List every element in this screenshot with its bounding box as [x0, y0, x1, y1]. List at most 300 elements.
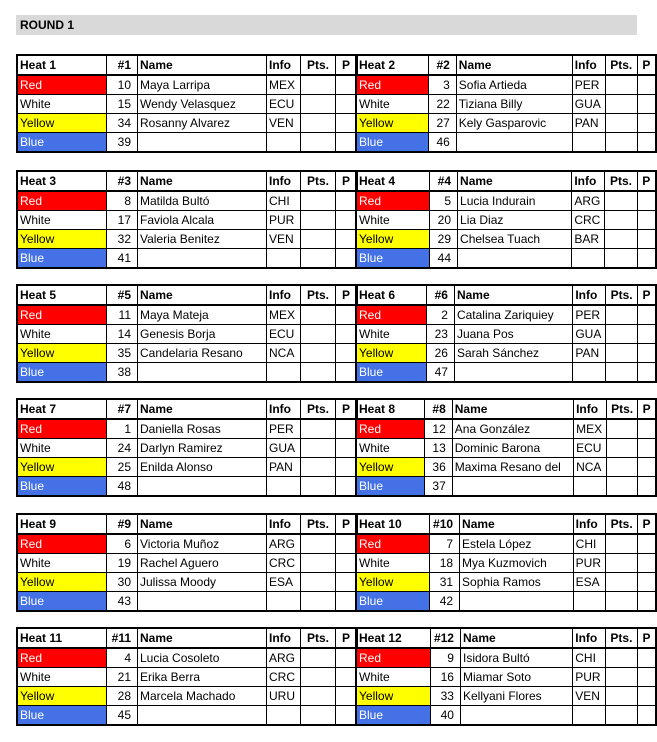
place-cell — [638, 363, 656, 383]
country-code: GUA — [572, 95, 605, 114]
place-cell — [336, 133, 358, 153]
competitor-number: 18 — [429, 554, 459, 573]
competitor-name: Victoria Muñoz — [138, 534, 267, 554]
points-cell — [301, 305, 336, 325]
competitor-number: 23 — [427, 325, 455, 344]
jersey-color: Blue — [356, 363, 427, 383]
jersey-color: Blue — [356, 592, 429, 612]
place-cell — [638, 477, 656, 497]
place-cell — [638, 458, 656, 477]
country-code: ECU — [267, 95, 301, 114]
country-code — [267, 592, 301, 612]
place-header: P — [336, 399, 358, 419]
points-cell — [301, 648, 336, 668]
points-cell — [301, 706, 336, 726]
competitor-name: Tiziana Billy — [456, 95, 572, 114]
points-cell — [605, 191, 637, 211]
place-cell — [638, 325, 656, 344]
heat-code: #4 — [429, 171, 457, 191]
jersey-color: Red — [356, 648, 430, 668]
competitor-number: 37 — [425, 477, 452, 497]
competitor-name — [138, 249, 267, 269]
heat-header-row — [17, 399, 357, 419]
place-cell — [637, 95, 656, 114]
competitor-number: 12 — [425, 419, 452, 439]
heat-code: #7 — [107, 399, 138, 419]
competitor-row — [17, 477, 357, 497]
place-cell — [638, 344, 656, 363]
competitor-number: 44 — [429, 249, 457, 269]
jersey-color: Yellow — [17, 458, 107, 477]
competitor-name — [460, 592, 574, 612]
place-header: P — [336, 285, 358, 305]
competitor-name: Valeria Benitez — [138, 230, 267, 249]
place-cell — [637, 114, 656, 133]
competitor-number: 39 — [107, 133, 138, 153]
country-code — [573, 363, 606, 383]
heat-table — [16, 627, 358, 726]
competitor-name: Maya Larripa — [138, 75, 267, 95]
place-cell — [637, 249, 656, 269]
points-header: Pts. — [301, 285, 336, 305]
place-cell — [336, 592, 358, 612]
competitor-number: 30 — [107, 573, 138, 592]
jersey-color: Yellow — [17, 114, 107, 133]
points-cell — [605, 230, 637, 249]
competitor-name — [138, 363, 267, 383]
country-code: GUA — [267, 439, 301, 458]
competitor-number: 17 — [107, 211, 138, 230]
competitor-name: Miamar Soto — [460, 668, 572, 687]
jersey-color: White — [356, 325, 427, 344]
heat-code: #3 — [107, 171, 138, 191]
country-code: GUA — [573, 325, 606, 344]
place-cell — [336, 419, 358, 439]
competitor-number: 16 — [430, 668, 460, 687]
heat-label: Heat 2 — [356, 55, 428, 75]
jersey-color: Blue — [17, 249, 107, 269]
country-code: MEX — [267, 305, 301, 325]
place-cell — [637, 648, 656, 668]
competitor-row — [17, 211, 357, 230]
place-header: P — [336, 628, 358, 648]
place-cell — [336, 95, 358, 114]
competitor-number: 11 — [107, 305, 138, 325]
heat-code: #9 — [107, 514, 138, 534]
competitor-name: Rachel Aguero — [138, 554, 267, 573]
competitor-row — [17, 75, 357, 95]
place-cell — [336, 211, 358, 230]
competitor-number: 42 — [429, 592, 459, 612]
heat-table — [355, 284, 657, 383]
place-header: P — [637, 171, 656, 191]
jersey-color: Red — [356, 534, 429, 554]
competitor-number: 1 — [107, 419, 138, 439]
competitor-row — [17, 458, 357, 477]
country-code — [573, 592, 606, 612]
points-cell — [605, 211, 637, 230]
jersey-color: Blue — [356, 249, 429, 269]
place-cell — [336, 477, 358, 497]
info-header: Info — [267, 171, 301, 191]
jersey-color: Yellow — [17, 230, 107, 249]
info-header: Info — [574, 399, 607, 419]
heat-table — [355, 627, 657, 726]
jersey-color: White — [17, 95, 107, 114]
competitor-number: 2 — [427, 305, 455, 325]
country-code: NCA — [267, 344, 301, 363]
place-cell — [336, 648, 358, 668]
points-cell — [606, 419, 638, 439]
name-header: Name — [138, 55, 267, 75]
competitor-name: Ana González — [452, 419, 573, 439]
competitor-number: 13 — [425, 439, 452, 458]
competitor-row — [356, 305, 656, 325]
country-code — [572, 249, 605, 269]
name-header: Name — [138, 399, 267, 419]
jersey-color: Yellow — [356, 230, 429, 249]
heat-code: #5 — [107, 285, 138, 305]
place-cell — [336, 439, 358, 458]
points-cell — [606, 439, 638, 458]
jersey-color: White — [17, 439, 107, 458]
competitor-name — [138, 592, 267, 612]
competitor-number: 24 — [107, 439, 138, 458]
jersey-color: Yellow — [356, 458, 425, 477]
points-cell — [605, 75, 637, 95]
competitor-number: 27 — [428, 114, 456, 133]
country-code: ESA — [267, 573, 301, 592]
competitor-number: 19 — [107, 554, 138, 573]
points-cell — [605, 668, 637, 687]
competitor-row — [356, 668, 656, 687]
heat-header-row — [17, 514, 357, 534]
competitor-number: 7 — [429, 534, 459, 554]
place-header: P — [638, 514, 656, 534]
competitor-name: Genesis Borja — [138, 325, 267, 344]
competitor-number: 46 — [428, 133, 456, 153]
competitor-name: Sofia Artieda — [456, 75, 572, 95]
competitor-row — [356, 363, 656, 383]
name-header: Name — [138, 285, 267, 305]
competitor-row — [356, 439, 656, 458]
jersey-color: Blue — [17, 363, 107, 383]
place-cell — [638, 439, 656, 458]
name-header: Name — [460, 514, 574, 534]
competitor-row — [17, 687, 357, 706]
competitor-number: 25 — [107, 458, 138, 477]
jersey-color: White — [356, 95, 428, 114]
points-cell — [301, 439, 336, 458]
place-header: P — [336, 55, 358, 75]
competitor-name — [138, 706, 267, 726]
jersey-color: Blue — [17, 592, 107, 612]
points-cell — [606, 305, 638, 325]
competitor-number: 43 — [107, 592, 138, 612]
heat-code: #12 — [430, 628, 460, 648]
info-header: Info — [267, 628, 301, 648]
points-cell — [301, 592, 336, 612]
place-header: P — [336, 514, 358, 534]
info-header: Info — [573, 285, 606, 305]
competitor-row — [356, 534, 656, 554]
place-header: P — [638, 285, 656, 305]
jersey-color: Blue — [17, 706, 107, 726]
country-code: NCA — [574, 458, 607, 477]
heat-table — [355, 513, 657, 612]
competitor-row — [17, 344, 357, 363]
competitor-row — [356, 592, 656, 612]
competitor-name: Kely Gasparovic — [456, 114, 572, 133]
info-header: Info — [572, 171, 605, 191]
name-header: Name — [138, 628, 267, 648]
place-cell — [336, 458, 358, 477]
place-header: P — [336, 171, 358, 191]
points-header: Pts. — [301, 399, 336, 419]
place-cell — [336, 249, 358, 269]
place-cell — [336, 230, 358, 249]
competitor-row — [356, 648, 656, 668]
country-code — [573, 706, 606, 726]
competitor-row — [356, 419, 656, 439]
competitor-row — [17, 439, 357, 458]
points-cell — [605, 648, 637, 668]
heat-code: #11 — [107, 628, 138, 648]
round-title: ROUND 1 — [20, 18, 75, 32]
points-cell — [301, 249, 336, 269]
competitor-number: 26 — [427, 344, 455, 363]
place-cell — [637, 706, 656, 726]
place-cell — [637, 230, 656, 249]
competitor-name: Sarah Sánchez — [454, 344, 572, 363]
competitor-row — [17, 133, 357, 153]
jersey-color: Red — [17, 305, 107, 325]
place-cell — [336, 687, 358, 706]
heat-code: #2 — [428, 55, 456, 75]
place-cell — [336, 75, 358, 95]
points-cell — [605, 687, 637, 706]
heat-header-row — [17, 171, 357, 191]
jersey-color: Red — [17, 648, 107, 668]
country-code: PUR — [267, 211, 301, 230]
points-header: Pts. — [301, 514, 336, 534]
points-cell — [301, 687, 336, 706]
points-header: Pts. — [605, 628, 637, 648]
competitor-name: Darlyn Ramirez — [138, 439, 267, 458]
competitor-name: Faviola Alcala — [138, 211, 267, 230]
country-code: BAR — [572, 230, 605, 249]
competitor-name: Julissa Moody — [138, 573, 267, 592]
country-code: PAN — [267, 458, 301, 477]
points-cell — [301, 554, 336, 573]
country-code — [267, 133, 301, 153]
country-code — [267, 477, 301, 497]
competitor-name: Chelsea Tuach — [458, 230, 572, 249]
competitor-number: 20 — [429, 211, 457, 230]
jersey-color: White — [17, 668, 107, 687]
points-cell — [605, 249, 637, 269]
heat-code: #10 — [429, 514, 459, 534]
country-code: ARG — [267, 534, 301, 554]
heat-header-row — [17, 285, 357, 305]
competitor-name: Maxima Resano del — [452, 458, 573, 477]
jersey-color: Blue — [17, 133, 107, 153]
points-cell — [301, 211, 336, 230]
jersey-color: White — [17, 554, 107, 573]
heat-header-row — [356, 285, 656, 305]
heat-table — [16, 170, 358, 269]
competitor-number: 5 — [429, 191, 457, 211]
heat-code: #6 — [427, 285, 455, 305]
competitor-row — [356, 706, 656, 726]
place-cell — [637, 668, 656, 687]
heat-table — [16, 54, 358, 153]
points-cell — [301, 344, 336, 363]
country-code: PER — [573, 305, 606, 325]
jersey-color: Blue — [356, 133, 428, 153]
country-code: ECU — [267, 325, 301, 344]
competitor-number: 21 — [107, 668, 138, 687]
competitor-name: Matilda Bultó — [138, 191, 267, 211]
place-cell — [637, 75, 656, 95]
competitor-row — [356, 344, 656, 363]
heat-code: #1 — [107, 55, 138, 75]
competitor-row — [17, 325, 357, 344]
heat-header-row — [356, 628, 656, 648]
heat-label: Heat 4 — [356, 171, 429, 191]
place-cell — [336, 363, 358, 383]
heat-header-row — [17, 628, 357, 648]
points-header: Pts. — [301, 628, 336, 648]
info-header: Info — [573, 514, 606, 534]
place-cell — [638, 534, 656, 554]
place-cell — [336, 573, 358, 592]
jersey-color: Yellow — [17, 573, 107, 592]
points-header: Pts. — [605, 171, 637, 191]
points-cell — [301, 114, 336, 133]
jersey-color: Red — [356, 191, 429, 211]
jersey-color: Yellow — [356, 344, 427, 363]
heat-label: Heat 11 — [17, 628, 107, 648]
competitor-row — [17, 668, 357, 687]
info-header: Info — [572, 55, 605, 75]
place-cell — [637, 687, 656, 706]
competitor-number: 41 — [107, 249, 138, 269]
heat-header-row — [356, 514, 656, 534]
competitor-name: Erika Berra — [138, 668, 267, 687]
competitor-row — [356, 133, 656, 153]
name-header: Name — [138, 514, 267, 534]
competitor-row — [17, 573, 357, 592]
competitor-row — [17, 95, 357, 114]
competitor-number: 28 — [107, 687, 138, 706]
competitor-name — [454, 363, 572, 383]
competitor-name: Marcela Machado — [138, 687, 267, 706]
country-code: VEN — [573, 687, 606, 706]
jersey-color: Red — [17, 191, 107, 211]
jersey-color: Blue — [356, 477, 425, 497]
competitor-row — [17, 363, 357, 383]
country-code — [267, 249, 301, 269]
place-cell — [336, 114, 358, 133]
competitor-row — [17, 230, 357, 249]
heat-table — [16, 398, 358, 497]
competitor-row — [356, 211, 656, 230]
points-cell — [301, 534, 336, 554]
jersey-color: White — [17, 325, 107, 344]
competitor-row — [17, 305, 357, 325]
competitor-row — [17, 592, 357, 612]
points-cell — [301, 95, 336, 114]
jersey-color: White — [356, 554, 429, 573]
country-code — [572, 133, 605, 153]
country-code: ECU — [574, 439, 607, 458]
country-code: URU — [267, 687, 301, 706]
points-cell — [605, 706, 637, 726]
heat-label: Heat 5 — [17, 285, 107, 305]
competitor-number: 36 — [425, 458, 452, 477]
info-header: Info — [267, 285, 301, 305]
points-cell — [301, 573, 336, 592]
competitor-name — [458, 249, 572, 269]
name-header: Name — [458, 171, 572, 191]
competitor-row — [356, 325, 656, 344]
heat-table — [16, 284, 358, 383]
competitor-name — [452, 477, 573, 497]
competitor-name: Candelaria Resano — [138, 344, 267, 363]
competitor-name: Kellyani Flores — [460, 687, 572, 706]
competitor-row — [356, 230, 656, 249]
competitor-name: Lucia Cosoleto — [138, 648, 267, 668]
competitor-name: Lia Diaz — [458, 211, 572, 230]
points-header: Pts. — [606, 285, 638, 305]
place-cell — [336, 325, 358, 344]
points-header: Pts. — [606, 514, 638, 534]
points-cell — [301, 133, 336, 153]
country-code: CRC — [267, 554, 301, 573]
points-cell — [301, 419, 336, 439]
country-code — [267, 363, 301, 383]
country-code: PER — [267, 419, 301, 439]
jersey-color: Yellow — [356, 114, 428, 133]
heat-table — [355, 54, 657, 153]
points-cell — [606, 534, 638, 554]
competitor-number: 45 — [107, 706, 138, 726]
competitor-number: 29 — [429, 230, 457, 249]
jersey-color: Red — [17, 75, 107, 95]
points-cell — [301, 668, 336, 687]
competitor-number: 38 — [107, 363, 138, 383]
jersey-color: Blue — [17, 477, 107, 497]
competitor-name: Rosanny Alvarez — [138, 114, 267, 133]
points-cell — [606, 592, 638, 612]
competitor-name: Isidora Bultó — [460, 648, 572, 668]
place-cell — [638, 554, 656, 573]
heat-header-row — [356, 171, 656, 191]
competitor-name: Maya Mateja — [138, 305, 267, 325]
competitor-number: 3 — [428, 75, 456, 95]
competitor-number: 14 — [107, 325, 138, 344]
competitor-row — [356, 191, 656, 211]
jersey-color: Red — [356, 75, 428, 95]
points-cell — [301, 458, 336, 477]
heat-header-row — [17, 55, 357, 75]
place-cell — [637, 211, 656, 230]
country-code: CHI — [573, 534, 606, 554]
heat-code: #8 — [425, 399, 452, 419]
competitor-number: 10 — [107, 75, 138, 95]
country-code — [267, 706, 301, 726]
